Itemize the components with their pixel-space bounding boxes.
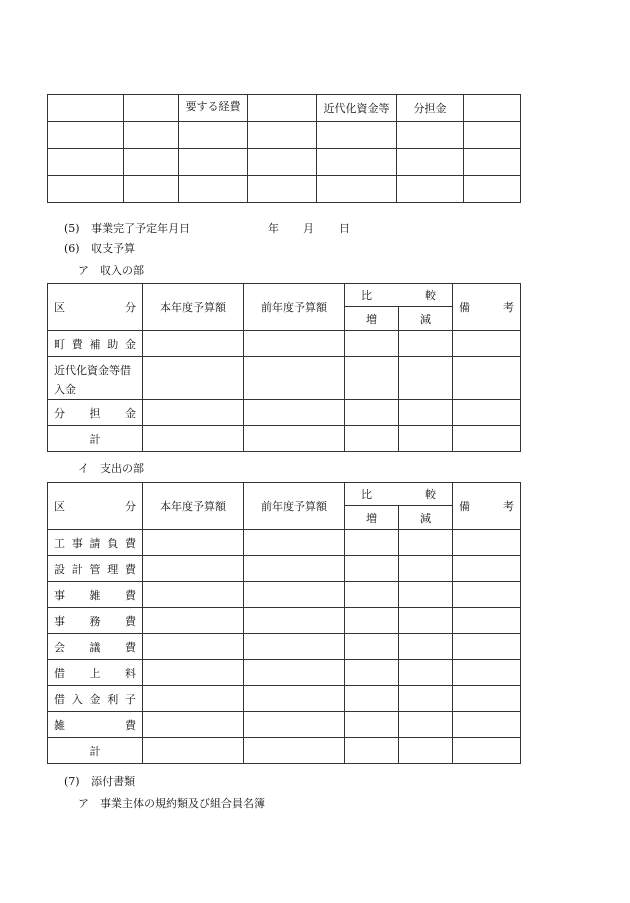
table-row <box>48 556 521 582</box>
table-row <box>48 738 521 764</box>
cost-table <box>47 94 521 203</box>
section-5 <box>64 220 190 236</box>
row-label: 雑費 <box>48 712 143 738</box>
year-label: 年 <box>268 222 279 235</box>
table-row <box>48 149 521 176</box>
cost-header-cell: 近代化資金等 <box>317 95 397 122</box>
table-row <box>48 608 521 634</box>
decrease-header: 減 <box>399 506 453 530</box>
table-row <box>48 122 521 149</box>
section-number: (6) <box>64 242 80 255</box>
cost-table-header-row <box>48 95 521 122</box>
table-row <box>48 660 521 686</box>
table-row <box>48 331 521 357</box>
row-label: 借入金利子 <box>48 686 143 712</box>
month-label: 月 <box>303 222 314 235</box>
row-label: 事雑費 <box>48 582 143 608</box>
expense-caption: イ 支出の部 <box>78 462 144 475</box>
remarks-header: 備 考 <box>453 483 521 530</box>
section-number: (7) <box>64 775 80 788</box>
table-row <box>48 400 521 426</box>
table-row <box>48 530 521 556</box>
row-label: 工事請負費 <box>48 530 143 556</box>
table-row <box>48 357 521 400</box>
section-6 <box>64 240 135 256</box>
row-label: 町費補助金 <box>48 331 143 357</box>
this-year-header: 本年度予算額 <box>143 483 244 530</box>
kubun-header: 区 分 <box>48 483 143 530</box>
this-year-header: 本年度予算額 <box>143 284 244 331</box>
remarks-header: 備 考 <box>453 284 521 331</box>
table-row <box>48 176 521 203</box>
cost-header-cell <box>124 95 179 122</box>
row-label: 会議費 <box>48 634 143 660</box>
section-7 <box>64 773 135 789</box>
row-label: 分担金 <box>48 400 143 426</box>
table-header-row <box>48 284 521 307</box>
section-number: (5) <box>64 222 80 235</box>
table-header-row <box>48 483 521 506</box>
table-row <box>48 686 521 712</box>
cost-header-cell <box>248 95 317 122</box>
row-label: 計 <box>48 738 143 764</box>
increase-header: 増 <box>345 506 399 530</box>
cost-header-cell: 要する経費 <box>179 95 248 122</box>
kubun-header: 区 分 <box>48 284 143 331</box>
increase-header: 増 <box>345 307 399 331</box>
row-label: 設計管理費 <box>48 556 143 582</box>
income-table <box>47 283 521 452</box>
row-label: 借上料 <box>48 660 143 686</box>
row-label: 計 <box>48 426 143 452</box>
table-row <box>48 426 521 452</box>
cost-header-cell <box>464 95 521 122</box>
attachment-item: ア 事業主体の規約類及び組合員名簿 <box>78 797 265 810</box>
compare-header: 比 較 <box>345 483 453 506</box>
section-label: 添付書類 <box>91 775 136 788</box>
section-label: 収支予算 <box>91 242 136 255</box>
table-row <box>48 582 521 608</box>
decrease-header: 減 <box>399 307 453 331</box>
row-label: 近代化資金等借入金 <box>48 357 143 400</box>
expense-table <box>47 482 521 764</box>
compare-header: 比 較 <box>345 284 453 307</box>
row-label: 事務費 <box>48 608 143 634</box>
last-year-header: 前年度予算額 <box>244 483 345 530</box>
income-caption: ア 収入の部 <box>78 264 144 277</box>
table-row <box>48 712 521 738</box>
day-label: 日 <box>339 222 350 235</box>
section-label: 事業完了予定年月日 <box>91 222 191 235</box>
cost-header-cell: 分担金 <box>397 95 464 122</box>
last-year-header: 前年度予算額 <box>244 284 345 331</box>
table-row <box>48 634 521 660</box>
cost-header-cell <box>48 95 124 122</box>
